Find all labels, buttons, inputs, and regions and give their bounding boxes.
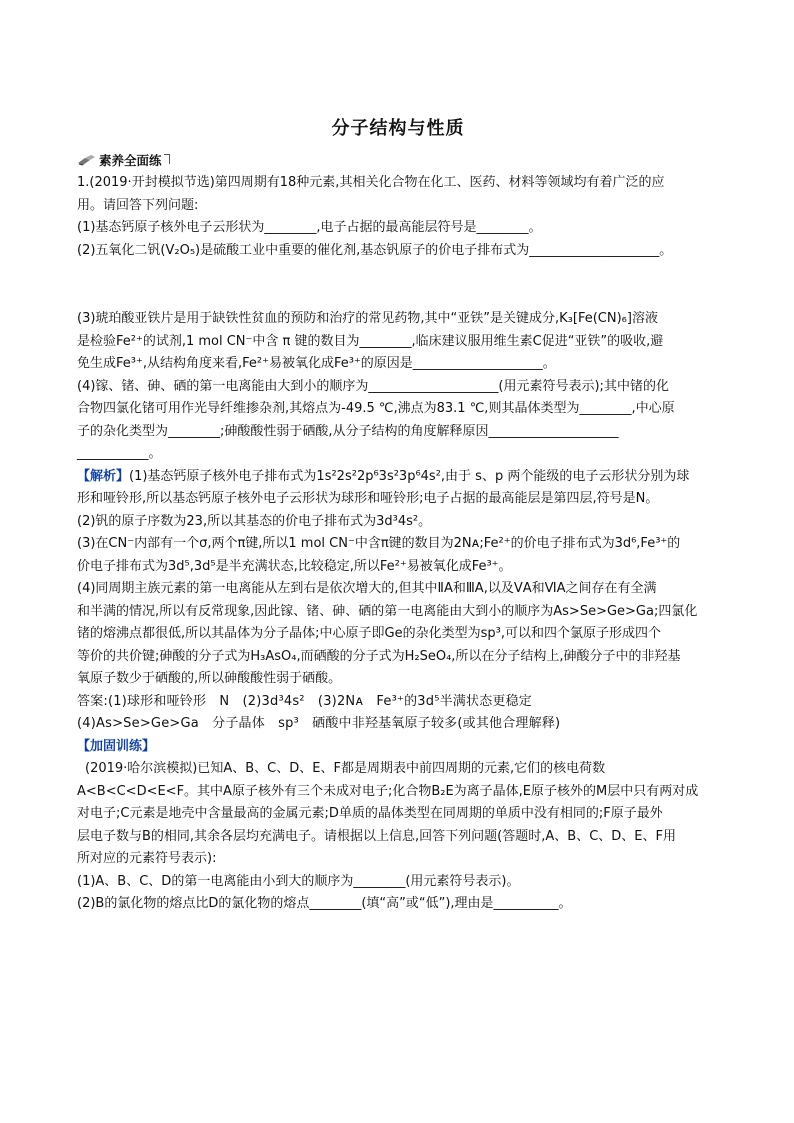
- q1-part3-line1: (3)琥珀酸亚铁片是用于缺铁性贫血的预防和治疗的常见药物,其中“亚铁”是关键成分,K₃[Fe(CN)₆]溶液: [77, 311, 658, 326]
- practice-tag-line: [77, 736, 719, 759]
- practice-line2: A<B<C<D<E<F。其中A原子核外有三个未成对电子;化合物B₂E为离子晶体,E原子核外的M层中只有两对成: [77, 783, 699, 799]
- analysis-line6: (4)同周期主族元素的第一电离能从左到右是依次增大的,但其中ⅡA和ⅢA,以及ⅤA和ⅥA之间存在有全满: [77, 581, 657, 596]
- section-header: [77, 152, 719, 168]
- analysis-line3: (2)钒的原子序数为23,所以其基态的价电子排布式为3d³4s²。: [77, 513, 432, 529]
- practice-line1: (2019·哈尔滨模拟)已知A、B、C、D、E、F都是周期表中前四周期的元素,它们的核电荷数: [85, 761, 606, 776]
- q1-part4-line3: 子的杂化类型为________;砷酸酸性弱于硒酸,从分子结构的角度解释原因____________________: [77, 423, 619, 439]
- analysis-tag: 【解析】: [77, 468, 130, 484]
- analysis-line8: 锗的熔沸点都很低,所以其晶体为分子晶体;中心原子即Ge的杂化类型为sp³,可以和四个氯原子形成四个: [77, 626, 661, 641]
- analysis-line7: 和半满的情况,所以有反常现象,因此镓、锗、砷、硒的第一电离能由大到小的顺序为As>Se>Ge>Ga;四氯化: [77, 603, 698, 619]
- practice-line5: 所对应的元素符号表示):: [77, 851, 217, 866]
- document-page: [77, 114, 719, 916]
- practice-line3: 对电子;C元素是地壳中含量最高的金属元素;D单质的晶体类型在同周期的单质中没有相同的;F原子最外: [77, 806, 663, 821]
- practice-tag: 【加固训练】: [77, 738, 156, 754]
- q1-part1: (1)基态钙原子核外电子云形状为________,电子占据的最高能层符号是________。: [77, 220, 542, 235]
- q1-part4-line1: (4)镓、锗、砷、硒的第一电离能由大到小的顺序为____________________(用元素符号表示);其中锗的化: [77, 378, 669, 394]
- analysis-line1: [77, 466, 719, 489]
- analysis-line4: (3)在CN⁻内部有一个σ,两个π键,所以1 mol CN⁻中含π键的数目为2Nᴀ;Fe²⁺的价电子排布式为3d⁶,Fe³⁺的: [77, 536, 681, 551]
- q1-part3-line2: 是检验Fe²⁺的试剂,1 mol CN⁻中含 π 键的数目为________,临床建议服用维生素C促进“亚铁”的吸收,避: [77, 333, 664, 349]
- page-title: 分子结构与性质: [331, 118, 465, 139]
- analysis-line10: 氧原子数少于硒酸的,所以砷酸酸性弱于硒酸。: [77, 671, 342, 686]
- section-label: 素养全面练: [99, 153, 162, 168]
- analysis-line2: 形和哑铃形,所以基态钙原子核外电子云形状为球形和哑铃形;电子占据的最高能层是第四层,符号是N。: [77, 491, 659, 506]
- practice-line7: (2)B的氯化物的熔点比D的氯化物的熔点________(填“高”或“低”),理由是__________。: [77, 896, 572, 911]
- analysis-text: (1)基态钙原子核外电子排布式为1s²2s²2p⁶3s²3p⁶4s²,由于 s、p 两个能级的电子云形状分别为球: [129, 468, 690, 484]
- practice-line4: 层电子数与B的相同,其余各层均充满电子。请根据以上信息,回答下列问题(答题时,A、B、C、D、E、F用: [77, 828, 676, 844]
- q1-intro-line1: 1.(2019·开封模拟节选)第四周期有18种元素,其相关化合物在化工、医药、材料等领域均有着广泛的应: [77, 175, 665, 190]
- bracket-decoration: [164, 154, 170, 164]
- answer-line1: 答案:(1)球形和哑铃形 N (2)3d³4s² (3)2Nᴀ Fe³⁺的3d⁵半满状态更稳定: [77, 693, 532, 709]
- analysis-line9: 等价的共价键;砷酸的分子式为H₃AsO₄,而硒酸的分子式为H₂SeO₄,所以在分子结构上,砷酸分子中的非羟基: [77, 648, 681, 664]
- answer-line2: (4)As>Se>Ge>Ga 分子晶体 sp³ 硒酸中非羟基氧原子较多(或其他合理解释): [77, 716, 561, 731]
- q1-part3-line3: 免生成Fe³⁺,从结构角度来看,Fe²⁺易被氧化成Fe³⁺的原因是____________________。: [77, 356, 556, 371]
- pencil-book-icon: [77, 154, 97, 166]
- answer-space: [77, 285, 719, 308]
- practice-line6: (1)A、B、C、D的第一电离能由小到大的顺序为________(用元素符号表示)。: [77, 873, 520, 889]
- q1-part4-line2: 合物四氯化锗可用作光导纤维掺杂剂,其熔点为-49.5 ℃,沸点为83.1 ℃,则其晶体类型为________,中心原: [77, 401, 675, 416]
- q1-part2: (2)五氧化二钒(V₂O₅)是硫酸工业中重要的催化剂,基态钒原子的价电子排布式为____________________。: [77, 242, 673, 258]
- q1-part4-line4: ___________。: [77, 446, 162, 461]
- q1-intro-line2: 用。请回答下列问题:: [77, 197, 199, 213]
- answer-space: [77, 262, 719, 285]
- analysis-line5: 价电子排布式为3d⁵,3d⁵是半充满状态,比较稳定,所以Fe²⁺易被氧化成Fe³⁺。: [77, 558, 512, 574]
